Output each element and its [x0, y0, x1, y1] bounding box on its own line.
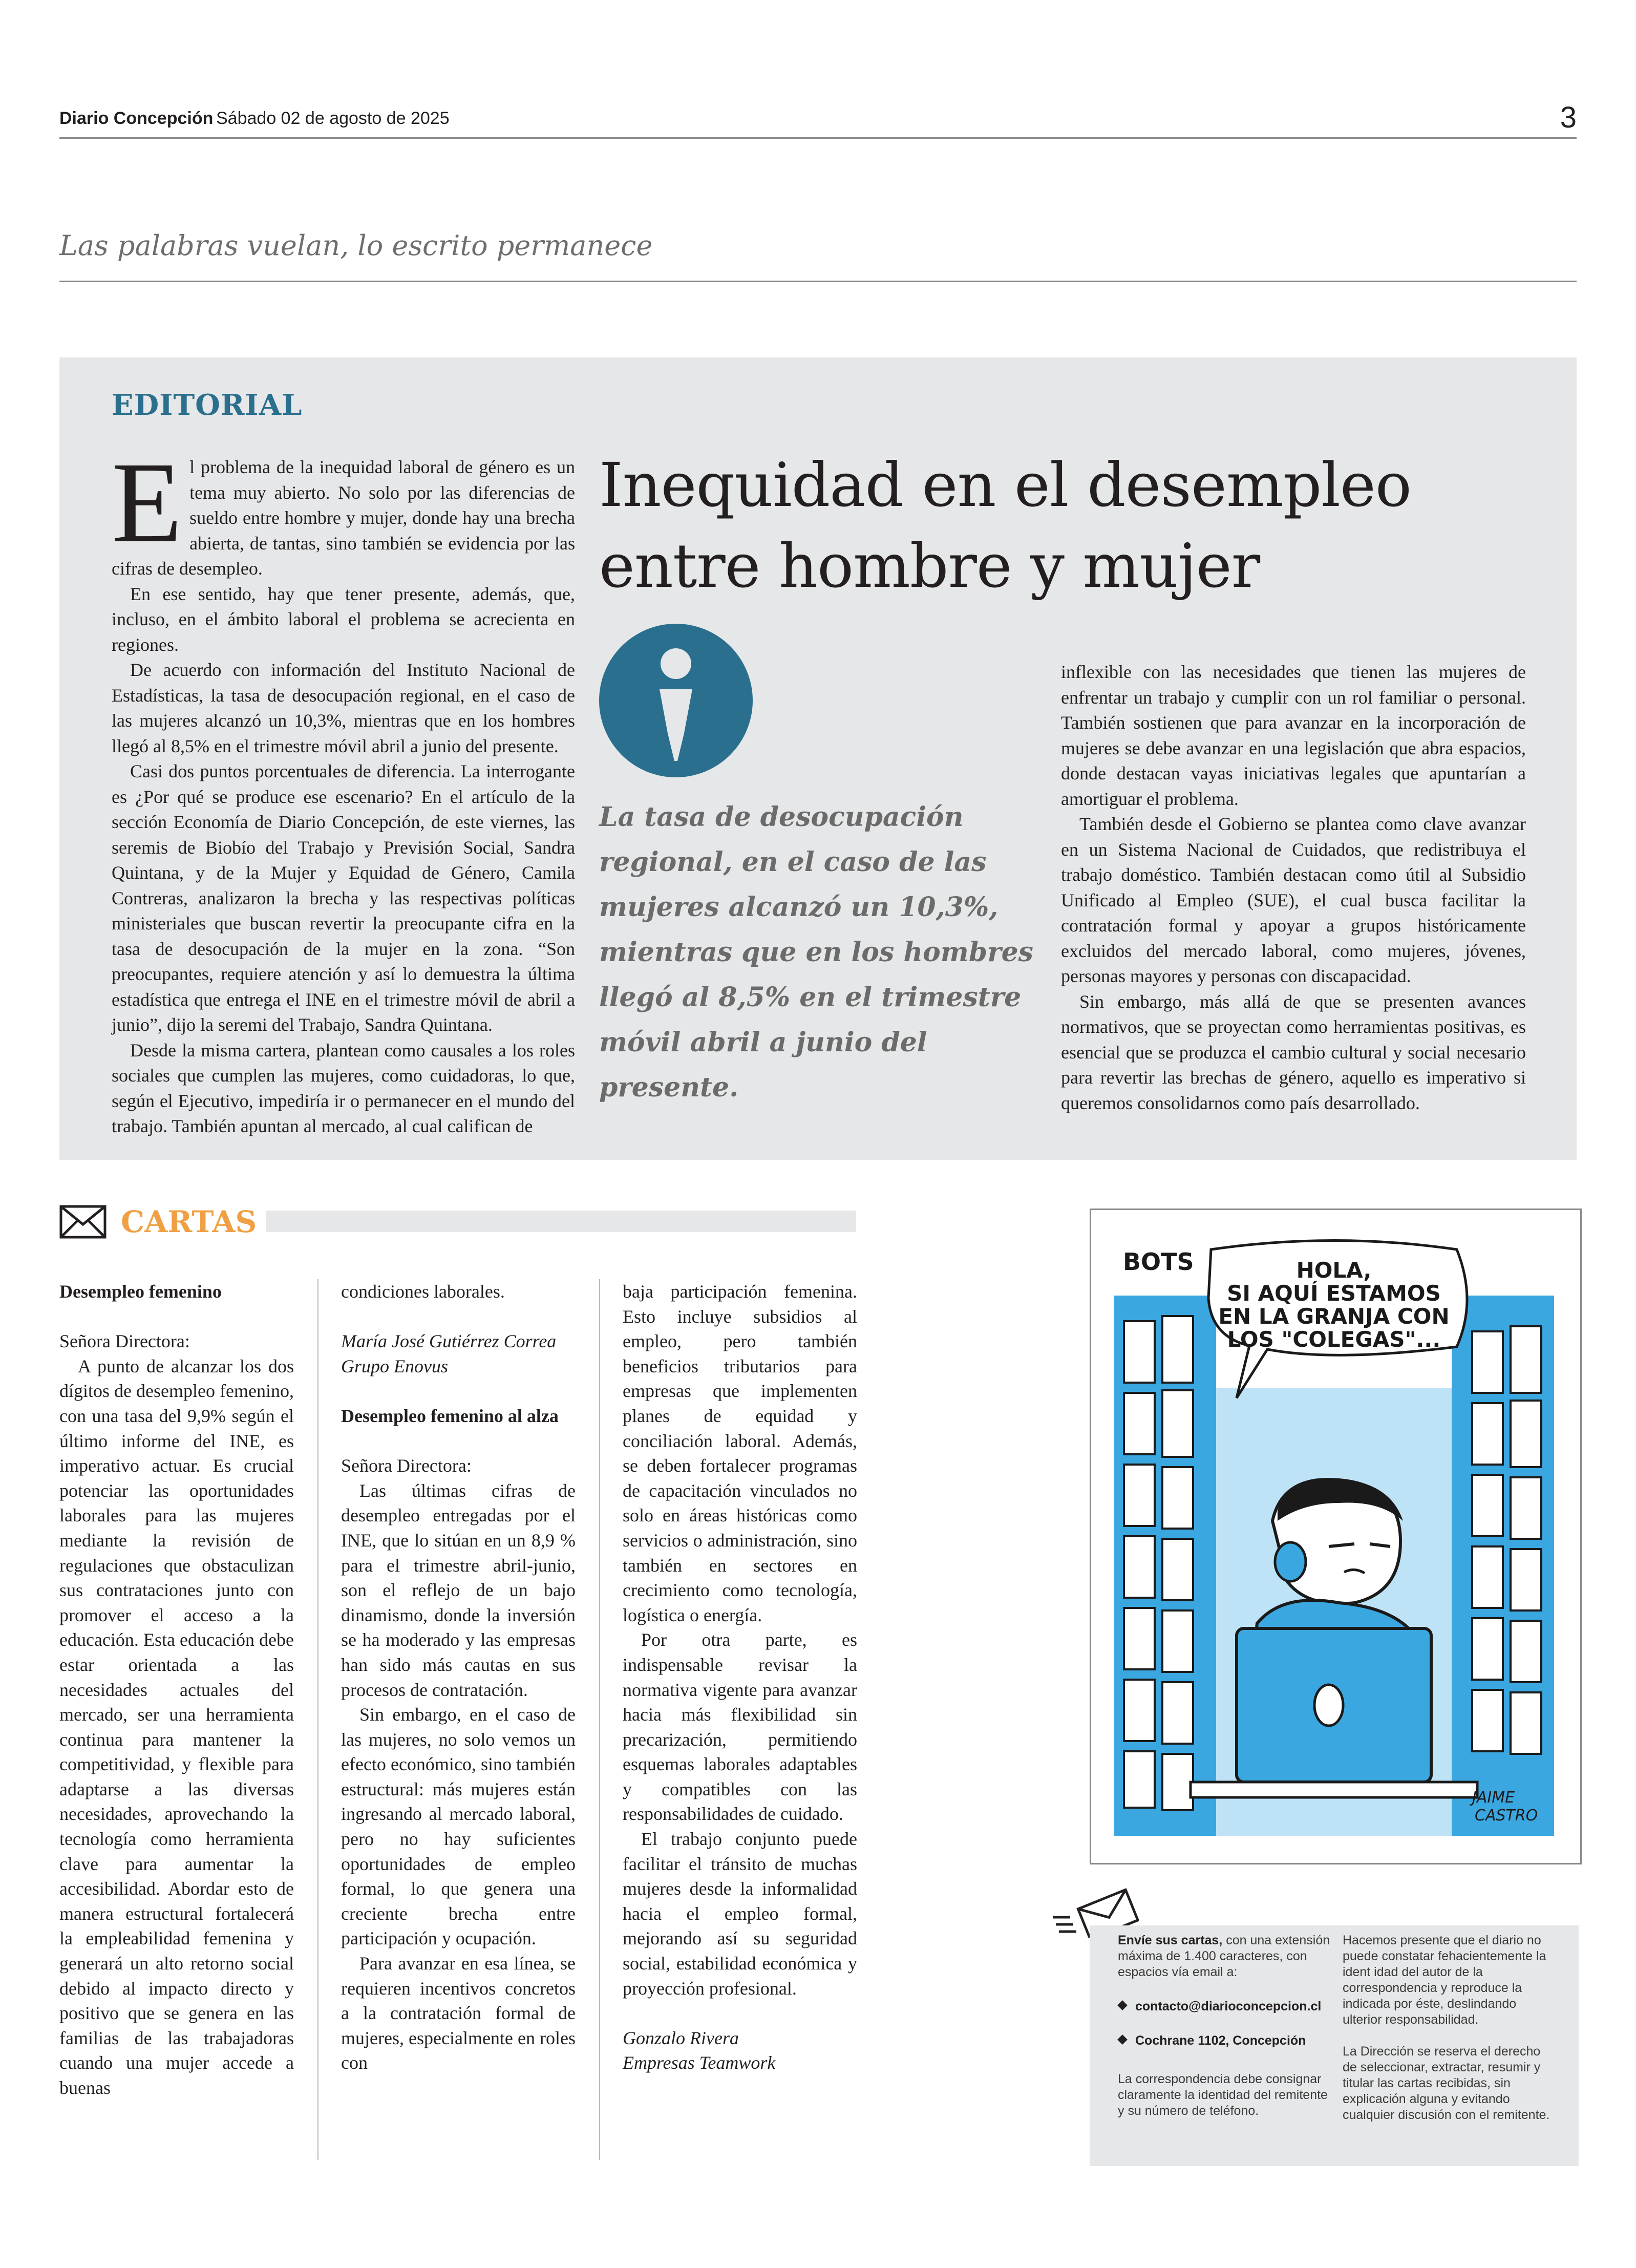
disclaimer-paragraph: Hacemos presente que el diario no puede constatar fehacientemente la ident idad del autor de la correspondencia y reproduce la indicada por éste, deslindando ulterior responsabilidad.	[1343, 1933, 1546, 2027]
send-letters-instructions	[1118, 1933, 1333, 2119]
letter-affiliation: Empresas Teamwork	[623, 2052, 776, 2073]
letter-body: A punto de alcanzar los dos dígitos de desempleo femenino, con una tasa del 9,9% según el último informe del INE, es imperativo actuar. Es crucial potenciar las oportunidades laborales para las mujeres mediante la revisión de regulaciones que obstaculizan sus contrataciones junto con promover el acceso a la educación. Esta educación debe estar orientada a las necesidades actuales del mercado, ser una herramienta continua para mantener la competitividad, y flexible para adaptarse a las diversas necesidades, aprovechando la tecnología como herramienta clave para aumentar la accesibilidad. Abordar esto de manera estructural fortalecerá la empleabilidad femenina y generará un alto retorno social debido al impacto directo y positivo que se genera en las familias de las trabajadoras cuando una mujer accede a buenas	[59, 1355, 294, 2098]
letter-column-1	[59, 1279, 294, 2101]
letter-body-continuation: condiciones laborales.	[341, 1281, 505, 1302]
contact-address: Cochrane 1102, Concepción	[1118, 2033, 1333, 2049]
editorial-paragraph: Sin embargo, más allá de que se presenten avances normativos, que se proyectan como herramientas positivas, es esencial que se produzca el cambio cultural y social necesario para revertir las brechas de género, aquello es imperativo si queremos consolidarnos como país desarrollado.	[1061, 991, 1526, 1113]
letter-paragraph: Sin embargo, en el caso de las mujeres, no solo vemos un efecto económico, sino también estructural: más mujeres están ingresando al mercado laboral, pero no hay suficientes oportunidades de empleo formal, lo que genera una creciente brecha entre participación y ocupación.	[341, 1704, 576, 1949]
editorial-paragraph: También desde el Gobierno se plantea como clave avanzar en un Sistema Nacional de Cuidados, que redistribuya el trabajo doméstico. También destacan como útil al Subsidio Unificado al Empleo (SUE), el cual busca facilitar la contratación formal y apoyar a grupos históricamente excluidos del mercado laboral, como mujeres, jóvenes, personas mayores y personas con discapacidad.	[1061, 814, 1526, 986]
cartoon-speech-line: SI AQUÍ ESTAMOS	[1227, 1281, 1441, 1306]
send-letters-lead: Envíe sus cartas, con una extensión máxima de 1.400 caracteres, con espacios vía email a:	[1118, 1933, 1330, 1979]
letter-salutation: Señora Directora:	[341, 1455, 472, 1476]
letter-column-2	[341, 1279, 576, 2075]
letter-title: Desempleo femenino	[59, 1281, 222, 1302]
letter-paragraph: Por otra parte, es indispensable revisar la normativa vigente para avanzar hacia más flexibilidad sin precarización, permitiendo esquemas laborales adaptables y compatibles con las responsabilidades de cuidado.	[623, 1629, 857, 1825]
letter-title: Desempleo femenino al alza	[341, 1405, 559, 1426]
contact-email[interactable]: contacto@diarioconcepcion.cl	[1118, 1999, 1333, 2015]
letter-author: María José Gutiérrez Correa	[341, 1331, 557, 1352]
letter-paragraph: baja participación femenina. Esto incluye subsidios al empleo, pero también beneficios tributarios para empresas que implementen planes de equidad y conciliación laboral. Además, se deben fortalecer programas de capacitación vinculados no solo en áreas históricas como servicios o administración, sino también en sectores en crecimiento como tecnología, logística o energía.	[623, 1281, 857, 1625]
section-motto	[59, 220, 1577, 282]
letter-author: Gonzalo Rivera	[623, 2027, 739, 2048]
envelope-icon	[59, 1205, 107, 1239]
motto-text: Las palabras vuelan, lo escrito permanece	[59, 229, 653, 262]
editorial-paragraph: En ese sentido, hay que tener presente, además, que, incluso, en el ámbito laboral el problema se acrecienta en regiones.	[112, 583, 575, 655]
cartoon-speech-line: EN LA GRANJA CON	[1218, 1304, 1450, 1329]
cartoon-speech-line: HOLA,	[1296, 1258, 1372, 1283]
letter-paragraph: Para avanzar en esa línea, se requieren incentivos concretos a la contratación formal de mujeres, especialmente en roles con	[341, 1953, 576, 2073]
drop-cap: E	[112, 438, 183, 566]
editorial-column-3	[1061, 660, 1526, 1116]
letter-paragraph: El trabajo conjunto puede facilitar el tránsito de muchas mujeres desde la informalidad hacia el empleo formal, mejorando así su seguridad social, estabilidad económica y proyección profesional.	[623, 1829, 857, 1999]
letter-affiliation: Grupo Enovus	[341, 1355, 448, 1376]
editorial-paragraph: El problema de la inequidad laboral de género es un tema muy abierto. No solo por las diferencias de sueldo entre hombre y mujer, donde hay una brecha abierta, de tantas, sino también se evidencia por las cifras de desempleo.	[112, 438, 575, 579]
letter-paragraph: Las últimas cifras de desempleo entregadas por el INE, que lo sitúan en un 8,9 % para el trimestre abril-junio, son el reflejo de un bajo dinamismo, donde la inversión se ha moderado y las empresas han sido más cautas en sus procesos de contratación.	[341, 1480, 576, 1700]
cartas-label: CARTAS	[121, 1204, 257, 1239]
cartoon-label: BOTS	[1123, 1248, 1194, 1276]
cartoonist-signature: JAIME	[1472, 1789, 1515, 1807]
editorial-label: EDITORIAL	[112, 388, 303, 422]
cartoonist-signature: CASTRO	[1475, 1807, 1538, 1825]
publication-date: Sábado 02 de agosto de 2025	[216, 109, 450, 128]
info-icon	[599, 624, 753, 777]
cartoon-illustration	[1114, 1234, 1554, 1836]
editorial-pull-quote: La tasa de desocupación regional, en el caso de las mujeres alcanzó un 10,3%, mientras que en los hombres llegó al 8,5% en el trimestre móvil abril a junio del presente.	[599, 801, 1033, 1103]
letter-salutation: Señora Directora:	[59, 1331, 190, 1352]
send-letters-note: La correspondencia debe consignar claramente la identidad del remitente y su número de teléfono.	[1118, 2072, 1328, 2118]
column-divider	[599, 1279, 600, 2160]
bullet-icon	[1117, 2000, 1128, 2010]
editorial-paragraph: Desde la misma cartera, plantean como causales a los roles sociales que cumplen las mujeres, como cuidadoras, lo que, según el Ejecutivo, impediría ir o permanecer en el mundo del trabajo. También apuntan al mercado, al cual califican de	[112, 1040, 575, 1136]
editorial-title: Inequidad en el desempleo entre hombre y mujer	[599, 450, 1411, 601]
column-divider	[317, 1279, 318, 2160]
editorial-paragraph: inflexible con las necesidades que tienen las mujeres de enfrentar un trabajo y cumplir con un rol familiar o personal. También sostienen que para avanzar en la incorporación de mujeres se debe avanzar en una legislación que abra espacios, donde destacan vayas iniciativas legales que apuntarían a amortiguar el problema.	[1061, 662, 1526, 809]
letter-column-3	[623, 1279, 857, 2075]
cartoon-speech-line: LOS "COLEGAS"...	[1227, 1327, 1441, 1352]
editorial-paragraph: De acuerdo con información del Instituto Nacional de Estadísticas, la tasa de desocupación regional, en el caso de las mujeres alcanzó un 10,3%, mientras que en los hombres llegó al 8,5% en el trimestre móvil abril a junio del presente.	[112, 660, 575, 756]
cartas-rule	[266, 1211, 856, 1232]
page-number: 3	[1560, 101, 1577, 134]
page-header	[59, 101, 1577, 139]
disclaimer-paragraph: La Dirección se reserva el derecho de seleccionar, extractar, resumir y titular las cartas recibidas, sin explicación alguna y evitando cualquier discusión con el remitente.	[1343, 2044, 1550, 2122]
newspaper-name: Diario Concepción	[59, 109, 214, 128]
send-letters-disclaimer	[1343, 1933, 1557, 2123]
bullet-icon	[1117, 2034, 1128, 2045]
editorial-column-1	[112, 438, 575, 1139]
editorial-paragraph: Casi dos puntos porcentuales de diferencia. La interrogante es ¿Por qué se produce ese escenario? En el artículo de la sección Economía de Diario Concepción, de este viernes, las seremis de Biobío del Trabajo y Previsión Social, Sandra Quintana, y de la Mujer y Equidad de Género, Camila Contreras, analizaron la brecha y las respectivas políticas ministeriales que buscan revertir la preocupante cifra en la tasa de desocupación de la mujer en la zona. “Son preocupantes, requiere atención y así lo demuestra la última estadística que entrega el INE en el trimestre móvil de abril a junio”, dijo la seremi del Trabajo, Sandra Quintana.	[112, 761, 575, 1035]
